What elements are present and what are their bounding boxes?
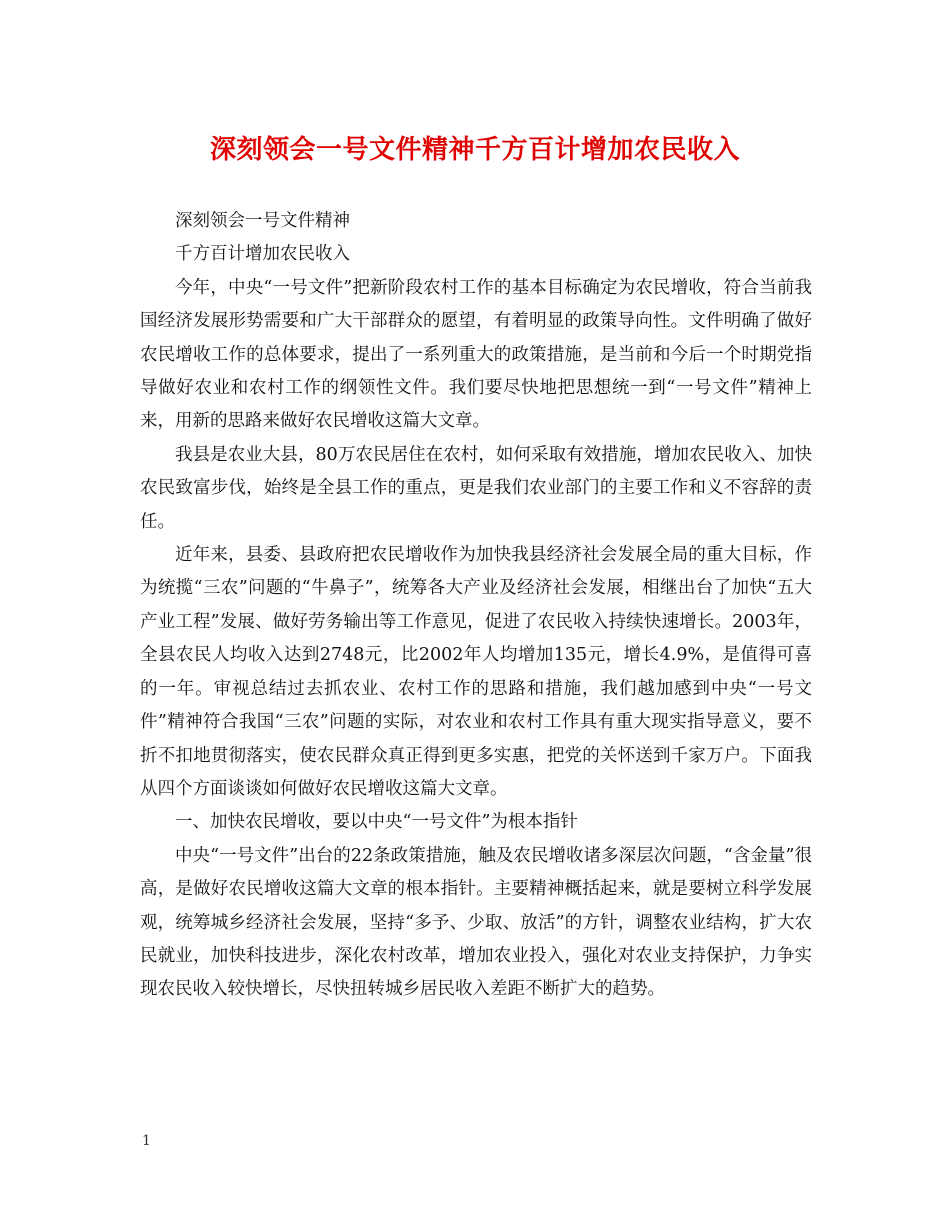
document-title: 深刻领会一号文件精神千方百计增加农民收入 — [209, 135, 740, 165]
page-number: 1 — [142, 1133, 151, 1149]
document-body — [140, 205, 812, 1007]
body-paragraph: 我县是农业大县，80万农民居住在农村，如何采取有效措施，增加农民收入、加快农民致富步伐，始终是全县工作的重点，更是我们农业部门的主要工作和义不容辞的责任。 — [140, 444, 812, 532]
body-paragraph: 中央“一号文件”出台的22条政策措施，触及农民增收诸多深层次问题，“含金量”很高，是做好农民增收这篇大文章的根本指针。主要精神概括起来，就是要树立科学发展观，统筹城乡经济社会发展，坚持“多予、少取、放活”的方针，调整农业结构，扩大农民就业，加快科技进步，深化农村改革，增加农业投入，强化对农业支持保护，力争实现农民收入较快增长，尽快扭转城乡居民收入差距不断扩大的趋势。 — [140, 845, 812, 1000]
body-paragraph: 近年来，县委、县政府把农民增收作为加快我县经济社会发展全局的重大目标，作为统揽“三农”问题的“牛鼻子”，统筹各大产业及经济社会发展，相继出台了加快“五大产业工程”发展、做好劳务输出等工作意见，促进了农民收入持续快速增长。2003年，全县农民人均收入达到2748元，比2002年人均增加135元，增长4.9%，是值得可喜的一年。审视总结过去抓农业、农村工作的思路和措施，我们越加感到中央“一号文件”精神符合我国“三农”问题的实际，对农业和农村工作具有重大现实指导意义，要不折不扣地贯彻落实，使农民群众真正得到更多实惠，把党的关怀送到千家万户。下面我从四个方面谈谈如何做好农民增收这篇大文章。 — [140, 545, 812, 799]
section-heading: 一、加快农民增收，要以中央“一号文件”为根本指针 — [175, 812, 578, 833]
subtitle-line-1: 深刻领会一号文件精神 — [175, 211, 350, 231]
body-paragraph: 今年，中央“一号文件”把新阶段农村工作的基本目标确定为农民增收，符合当前我国经济发展形势需要和广大干部群众的愿望，有着明显的政策导向性。文件明确了做好农民增收工作的总体要求，提出了一系列重大的政策措施，是当前和今后一个时期党指导做好农业和农村工作的纲领性文件。我们要尽快地把思想统一到“一号文件”精神上来，用新的思路来做好农民增收这篇大文章。 — [140, 277, 812, 432]
subtitle-line-2: 千方百计增加农民收入 — [175, 244, 350, 265]
